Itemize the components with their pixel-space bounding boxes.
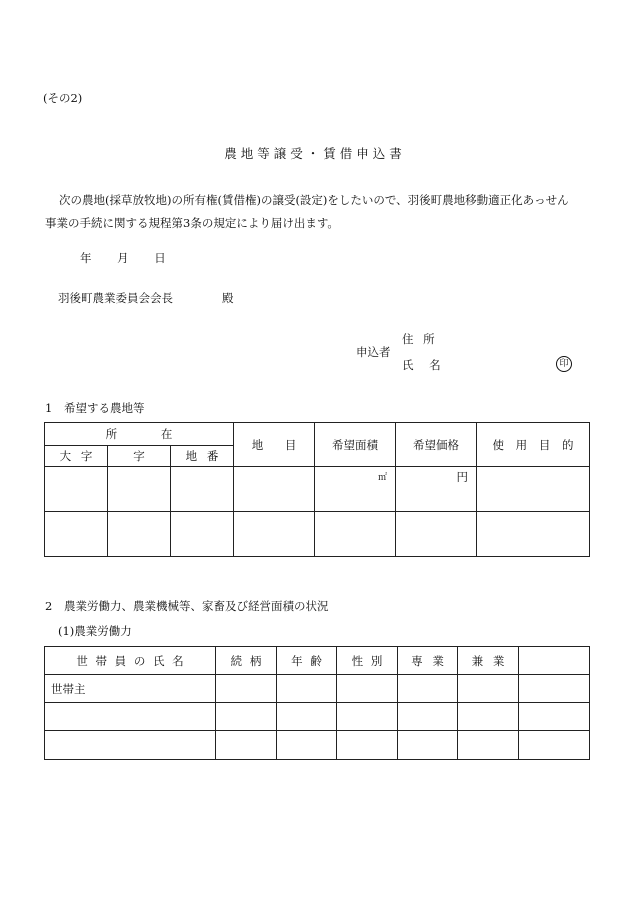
- date-line: 年 月 日: [80, 251, 166, 265]
- cell-sex[interactable]: [337, 703, 398, 731]
- table-row: [45, 467, 590, 512]
- header-land-category: 地 目: [234, 423, 315, 467]
- header-purpose: 使 用 目 的: [477, 423, 590, 467]
- cell-purpose[interactable]: [477, 467, 590, 512]
- cell-lot-number[interactable]: [171, 467, 234, 512]
- address-label: 住 所: [402, 332, 435, 346]
- cell-member-name[interactable]: [45, 731, 216, 760]
- table-row: [45, 731, 590, 760]
- intro-text-line-2: 事業の手続に関する規程第3条の規定により届け出ます。: [45, 216, 339, 230]
- area-unit: ㎡: [378, 473, 388, 483]
- header-blank: [519, 647, 590, 675]
- honorific: 殿: [222, 291, 234, 305]
- cell-ooaza[interactable]: [45, 512, 108, 557]
- header-desired-area: 希望面積: [315, 423, 396, 467]
- desired-land-table: [44, 422, 590, 557]
- cell-lot-number[interactable]: [171, 512, 234, 557]
- seal-mark: 印: [556, 356, 572, 372]
- cell-purpose[interactable]: [477, 512, 590, 557]
- cell-full-time[interactable]: [398, 703, 458, 731]
- cell-land-category[interactable]: [234, 467, 315, 512]
- header-aza: 字: [108, 446, 171, 467]
- header-relationship: 続 柄: [216, 647, 277, 675]
- cell-full-time[interactable]: [398, 731, 458, 760]
- cell-price[interactable]: [396, 467, 477, 512]
- cell-sex[interactable]: [337, 731, 398, 760]
- cell-relationship[interactable]: [216, 675, 277, 703]
- table-row: [45, 512, 590, 557]
- cell-sex[interactable]: [337, 675, 398, 703]
- name-label: 氏 名: [402, 358, 441, 372]
- header-member-name: 世 帯 員 の 氏 名: [45, 647, 216, 675]
- header-part-time: 兼 業: [458, 647, 519, 675]
- section-1-title: 1 希望する農地等: [45, 401, 145, 415]
- cell-ooaza[interactable]: [45, 467, 108, 512]
- labor-force-table: [44, 646, 590, 760]
- table-row: [45, 703, 590, 731]
- cell-member-name[interactable]: 世帯主: [45, 675, 216, 703]
- cell-relationship[interactable]: [216, 731, 277, 760]
- cell-part-time[interactable]: [458, 703, 519, 731]
- table-row: [45, 675, 590, 703]
- cell-relationship[interactable]: [216, 703, 277, 731]
- cell-area[interactable]: [315, 512, 396, 557]
- cell-age[interactable]: [277, 675, 337, 703]
- applicant-label: 申込者: [356, 345, 391, 359]
- cell-extra[interactable]: [519, 731, 590, 760]
- cell-full-time[interactable]: [398, 675, 458, 703]
- header-lot-number: 地 番: [171, 446, 234, 467]
- intro-text-line-1: 次の農地(採草放牧地)の所有権(賃借権)の譲受(設定)をしたいので、羽後町農地移動適正化あっせん: [59, 193, 569, 207]
- cell-price[interactable]: [396, 512, 477, 557]
- cell-age[interactable]: [277, 731, 337, 760]
- header-sex: 性 別: [337, 647, 398, 675]
- cell-part-time[interactable]: [458, 675, 519, 703]
- cell-member-name[interactable]: [45, 703, 216, 731]
- cell-aza[interactable]: [108, 512, 171, 557]
- cell-area[interactable]: [315, 467, 396, 512]
- price-unit: 円: [456, 470, 469, 484]
- header-ooaza: 大 字: [45, 446, 108, 467]
- cell-age[interactable]: [277, 703, 337, 731]
- document-title: 農地等譲受・賃借申込書: [224, 146, 406, 161]
- header-desired-price: 希望価格: [396, 423, 477, 467]
- subsection-1-title: (1)農業労働力: [58, 624, 132, 638]
- cell-extra[interactable]: [519, 675, 590, 703]
- header-location: 所 在: [45, 423, 234, 446]
- cell-part-time[interactable]: [458, 731, 519, 760]
- section-2-title: 2 農業労働力、農業機械等、家畜及び経営面積の状況: [45, 599, 329, 613]
- cell-land-category[interactable]: [234, 512, 315, 557]
- header-full-time: 専 業: [398, 647, 458, 675]
- form-number: (その2): [43, 91, 83, 105]
- header-age: 年 齢: [277, 647, 337, 675]
- cell-aza[interactable]: [108, 467, 171, 512]
- cell-extra[interactable]: [519, 703, 590, 731]
- addressee: 羽後町農業委員会会長: [58, 291, 173, 305]
